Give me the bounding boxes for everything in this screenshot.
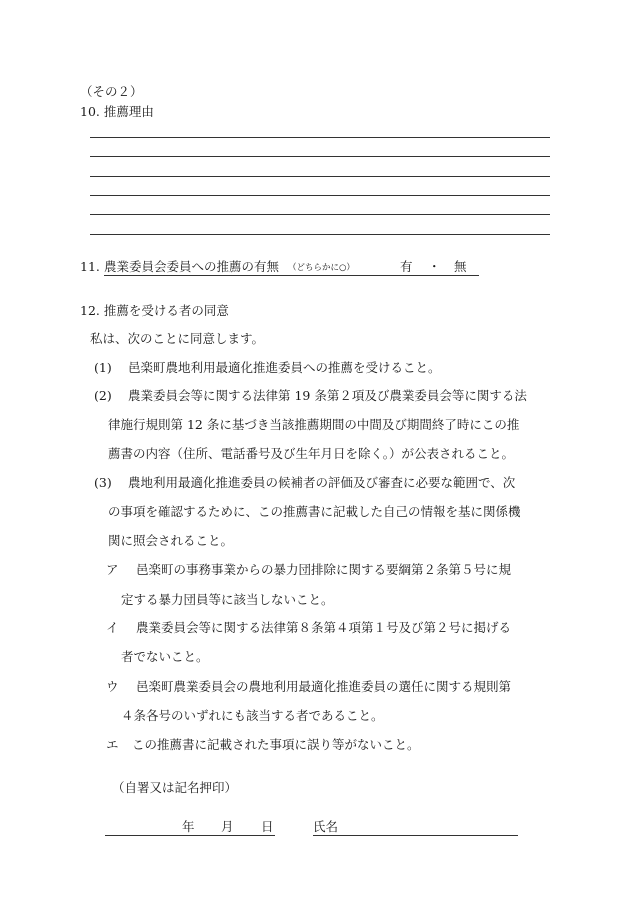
- date-underline: [105, 835, 275, 836]
- sub-a-line-1: 邑楽町の事務事業からの暴力団排除に関する要綱第２条第５号に規: [136, 562, 512, 577]
- sub-a-line-2: 定する暴力団員等に該当しないこと。: [121, 592, 334, 607]
- consent-intro: 私は、次のことに同意します。: [90, 331, 265, 346]
- item-1-number: (1): [94, 360, 112, 375]
- name-underline: [313, 835, 518, 836]
- section-10-heading: 10. 推薦理由: [80, 104, 154, 119]
- day-label: 日: [261, 819, 274, 834]
- sub-e-line-1: この推薦書に記載された事項に誤り等がないこと。: [132, 737, 420, 752]
- section-11-number: 11.: [80, 259, 100, 274]
- sub-a-number: ア: [106, 562, 119, 577]
- item-2-line-1: 農業委員会等に関する法律第 19 条第２項及び農業委員会等に関する法: [128, 388, 527, 403]
- reason-line-5[interactable]: [90, 214, 550, 215]
- section-12-heading: 12. 推薦を受ける者の同意: [80, 303, 229, 318]
- option-no[interactable]: 無: [454, 259, 467, 274]
- section-11-label: 農業委員会委員への推薦の有無: [104, 259, 280, 274]
- reason-line-6[interactable]: [90, 234, 550, 235]
- month-label: 月: [221, 819, 234, 834]
- option-separator: ・: [428, 259, 441, 274]
- section-11-underline: [104, 275, 479, 276]
- reason-line-2[interactable]: [90, 156, 550, 157]
- reason-line-1[interactable]: [90, 137, 550, 138]
- name-label: 氏名: [313, 819, 339, 834]
- item-2-line-3: 薦書の内容（住所、電話番号及び生年月日を除く。）が公表されること。: [108, 446, 515, 461]
- sub-u-line-1: 邑楽町農業委員会の農地利用最適化推進委員の選任に関する規則第: [136, 679, 512, 694]
- item-1-text: 邑楽町農地利用最適化推進委員への推薦を受けること。: [128, 360, 441, 375]
- year-label: 年: [182, 819, 195, 834]
- item-2-number: (2): [94, 388, 112, 403]
- item-2-line-2: 律施行規則第 12 条に基づき当該推薦期間の中間及び期間終了時にこの推: [108, 417, 520, 432]
- sub-u-line-2: ４条各号のいずれにも該当する者であること。: [121, 708, 384, 723]
- sub-i-number: イ: [106, 620, 119, 635]
- item-3-line-3: 関に照会されること。: [108, 533, 234, 548]
- sub-i-line-2: 者でないこと。: [121, 649, 209, 664]
- signature-note: （自署又は記名押印）: [112, 780, 238, 795]
- sub-u-number: ウ: [106, 679, 119, 694]
- option-yes[interactable]: 有: [400, 259, 413, 274]
- reason-line-3[interactable]: [90, 176, 550, 177]
- sub-i-line-1: 農業委員会等に関する法律第８条第４項第１号及び第２号に掲げる: [136, 620, 512, 635]
- reason-line-4[interactable]: [90, 195, 550, 196]
- item-3-line-2: の事項を確認するために、この推薦書に記載した自己の情報を基に関係機: [108, 504, 521, 519]
- section-11-note: （どちらかに○）: [288, 263, 355, 273]
- sub-e-number: エ: [106, 737, 119, 752]
- part-label: （その２）: [80, 84, 143, 99]
- item-3-number: (3): [94, 475, 112, 490]
- item-3-line-1: 農地利用最適化推進委員の候補者の評価及び審査に必要な範囲で、次: [128, 475, 516, 490]
